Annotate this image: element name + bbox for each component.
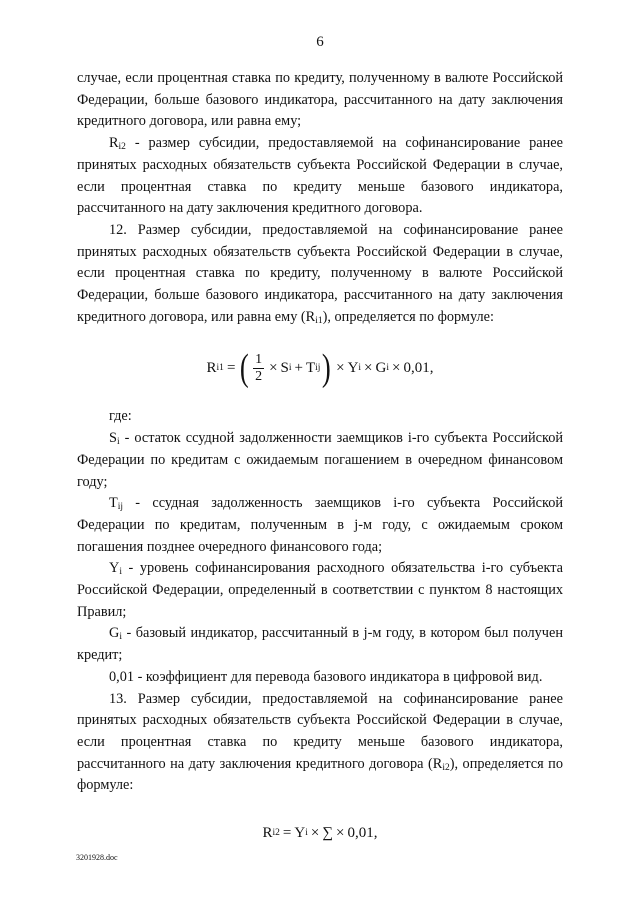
symbol: R	[109, 135, 119, 152]
definition-coefficient: 0,01 - коэффициент для перевода базового индикатора в цифровой вид.	[109, 668, 543, 685]
paragraph-13: 13. Размер субсидии, предоставляемой на софинансирование ранее принятых расходных обязательств субъекта Российской Федерации в случае, если процентная ставка по кредиту меньше базового индикатора, рассчитанного на дату заключения кредитного договора $(R_{i2})$, определяется по формуле:	[77, 690, 563, 794]
right-paren: )	[322, 347, 332, 390]
where-label: где:	[109, 408, 132, 425]
subscript: i2	[442, 762, 450, 773]
definition-gi: $G_i$ - базовый индикатор, рассчитанный в j-м году, в котором был получен кредит;	[77, 625, 563, 664]
document-body	[77, 68, 563, 853]
sum-symbol: ∑	[322, 824, 334, 841]
fraction: $\frac{1}{2}$	[255, 351, 263, 384]
definition-si: $S_i$ - остаток ссудной задолженности заемщиков i-го субъекта Российской Федерации по кредитам с ожидаемым погашением в очередном финансовом году;	[77, 430, 563, 490]
paragraph-ri2-definition	[77, 133, 563, 220]
definition-yi: $Y_i$ - уровень софинансирования расходного обязательства i-го субъекта Российской Федерации, определенный в соответствии с пунктом 8 настоящих Правил;	[77, 560, 563, 620]
formula-ri1: R i1 = ( $\frac{1}{2}$ × S i + T ij ) × Y i × G i × 0,01,	[206, 347, 434, 390]
formula-symbol: R	[206, 359, 217, 376]
definition-text: - размер субсидии, предоставляемой на софинансирование ранее принятых расходных обязательств субъекта Российской Федерации в случае, если процентная ставка по кредиту меньше базового индикатора, рассчитанного на дату заключения кредитного договора.	[77, 135, 563, 217]
file-name-footer: 3201928.doc	[76, 853, 118, 862]
page-number: 6	[316, 34, 324, 50]
paragraph-12: 12. Размер субсидии, предоставляемой на софинансирование ранее принятых расходных обязательств субъекта Российской Федерации в случае, если процентная ставка по кредиту, полученному в валюте Российской Федерации, больше базового индикатора, рассчитанного на дату заключения кредитного договора, или равна ему $(R_{i1})$, определяется по формуле:	[77, 221, 563, 326]
formula-symbol: R	[262, 824, 273, 841]
subscript: i2	[118, 142, 126, 153]
definition-tij: $T_{ij}$ - ссудная задолженность заемщиков i-го субъекта Российской Федерации по кредитам, полученным в j-м году, с ожидаемым сроком погашения позднее очередного финансового года;	[77, 495, 563, 555]
formula-ri2: R i2 = Y i × ∑ × 0,01,	[77, 813, 563, 853]
subscript: i1	[315, 315, 323, 326]
paragraph: случае, если процентная ставка по кредиту, полученному в валюте Российской Федерации, больше базового индикатора, рассчитанного на дату заключения кредитного договора, или равна ему;	[77, 70, 563, 130]
left-paren: (	[240, 347, 250, 390]
